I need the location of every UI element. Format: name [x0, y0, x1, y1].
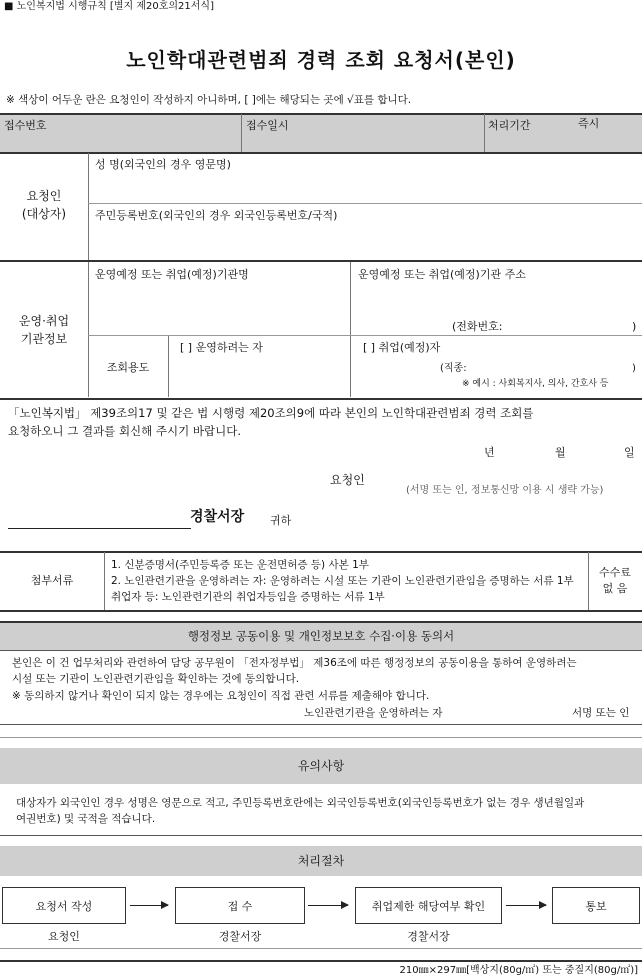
attachment-item-1: 1. 신분증명서(주민등록증 또는 운전면허증 등) 사본 1부	[111, 559, 369, 571]
procedure-step-3-label: 취업제한 해당여부 확인	[371, 899, 486, 913]
phone-close: )	[632, 320, 637, 333]
applicant-section-label: 요청인	[26, 189, 62, 203]
signature-note: (서명 또는 인, 정보통신망 이용 시 생략 가능)	[406, 485, 604, 496]
phone-label: (전화번호:	[452, 320, 503, 333]
recipient-suffix: 귀하	[270, 514, 292, 527]
processing-period-value: 즉시	[578, 117, 600, 130]
date-year-label: 년	[484, 446, 495, 459]
id-number-field[interactable]	[95, 226, 635, 256]
notes-line-2: 여권번호) 및 국적을 적습니다.	[16, 813, 156, 825]
institution-address-label: 운영예정 또는 취업(예정)기관 주소	[358, 268, 526, 281]
institution-address-field[interactable]	[358, 285, 636, 317]
procedure-step-2-actor: 경찰서장	[218, 930, 262, 943]
procedure-arrow-2	[308, 905, 348, 906]
instruction-note: ※ 색상이 어두운 란은 요청인이 작성하지 아니하며, [ ]에는 해당되는 곳에 √표를 합니다.	[6, 94, 412, 106]
job-type-field[interactable]	[475, 360, 625, 376]
id-number-field-label: 주민등록번호(외국인의 경우 외국인등록번호/국적)	[95, 209, 338, 222]
purpose-label: 조회용도	[106, 361, 150, 374]
attachment-item-2: 2. 노인관련기관을 운영하려는 자: 운영하려는 시설 또는 기관이 노인관련기관임을 증명하는 서류 1부	[111, 575, 574, 587]
procedure-step-3-actor: 경찰서장	[407, 930, 450, 943]
procedure-step-1-label: 요청서 작성	[35, 899, 93, 913]
procedure-step-4-label: 통보	[585, 899, 607, 913]
consent-header: 행정정보 공동이용 및 개인정보보호 수집·이용 동의서	[187, 629, 455, 643]
applicant-section-sublabel: (대상자)	[21, 207, 67, 221]
name-field[interactable]	[95, 175, 635, 199]
procedure-step-4	[552, 887, 640, 924]
date-month-label: 월	[555, 446, 566, 459]
notes-header: 유의사항	[297, 759, 345, 773]
date-day-label: 일	[624, 446, 635, 459]
procedure-arrow-1	[130, 905, 168, 906]
institution-name-label: 운영예정 또는 취업(예정)기관명	[95, 268, 249, 281]
procedure-step-2-label: 접 수	[227, 899, 253, 913]
procedure-header: 처리절차	[297, 854, 345, 868]
notes-line-1: 대상자가 외국인인 경우 성명은 영문으로 적고, 주민등록번호란에는 외국인등록번호(외국인등록번호가 없는 경우 생년월일과	[16, 797, 585, 809]
procedure-step-2	[175, 887, 305, 924]
name-field-label: 성 명(외국인의 경우 영문명)	[95, 158, 231, 171]
receipt-number-label: 접수번호	[4, 119, 47, 132]
requester-signature-field[interactable]	[372, 470, 402, 488]
receipt-row	[0, 114, 642, 152]
police-station-name-line[interactable]	[8, 528, 191, 529]
form-number-note: ■ 노인복지법 시행규칙 [별지 제20호의21서식]	[4, 1, 214, 12]
option-employ-checkbox[interactable]: [ ] 취업(예정)자	[363, 341, 441, 354]
job-type-label: (직종:	[440, 363, 467, 374]
consent-line-3: ※ 동의하지 않거나 확인이 되지 않는 경우에는 요청인이 직접 관련 서류를 제출해야 합니다.	[12, 690, 430, 702]
paper-size-footer: 210㎜×297㎜[백상지(80g/㎡) 또는 중질지(80g/㎡)]	[399, 965, 638, 976]
consent-signer-label: 노인관련기관을 운영하려는 자	[304, 707, 443, 719]
institution-section-sublabel: 기관정보	[20, 332, 68, 346]
job-type-close: )	[632, 363, 636, 374]
institution-name-field[interactable]	[95, 285, 345, 331]
job-example-note: ※ 예시 : 사회복지사, 의사, 간호사 등	[462, 379, 609, 389]
recipient-police-chief: 경찰서장	[190, 509, 245, 525]
procedure-step-1-actor: 요청인	[48, 930, 80, 943]
option-operate-checkbox[interactable]: [ ] 운영하려는 자	[180, 341, 263, 354]
fee-label: 수수료	[599, 566, 631, 579]
declaration-line-2: 요청하오니 그 결과를 회신해 주시기 바랍니다.	[8, 424, 242, 438]
fee-value: 없 음	[602, 582, 628, 595]
consent-line-1: 본인은 이 건 업무처리와 관련하여 담당 공무원이 「전자정부법」 제36조에 따른 행정정보의 공동이용을 통하여 운영하려는	[12, 657, 577, 669]
consent-line-2: 시설 또는 기관이 노인관련기관임을 확인하는 것에 동의합니다.	[12, 673, 300, 685]
attachment-item-2b: 취업자 등: 노인관련기관의 취업자등임을 증명하는 서류 1부	[111, 591, 385, 603]
consent-sign-label[interactable]: 서명 또는 인	[572, 707, 630, 719]
attachments-label: 첨부서류	[30, 574, 74, 587]
procedure-step-1	[2, 887, 126, 924]
processing-period-label: 처리기간	[488, 119, 531, 132]
page-title: 노인학대관련범죄 경력 조회 요청서(본인)	[126, 48, 516, 72]
institution-section-label: 운영·취업	[18, 314, 70, 328]
procedure-arrow-3	[506, 905, 546, 906]
declaration-line-1: 「노인복지법」 제39조의17 및 같은 법 시행령 제20조의9에 따라 본인의 노인학대관련범죄 경력 조회를	[8, 406, 534, 420]
requester-label: 요청인	[330, 473, 365, 487]
receipt-date-label: 접수일시	[246, 119, 289, 132]
procedure-step-3	[355, 887, 502, 924]
